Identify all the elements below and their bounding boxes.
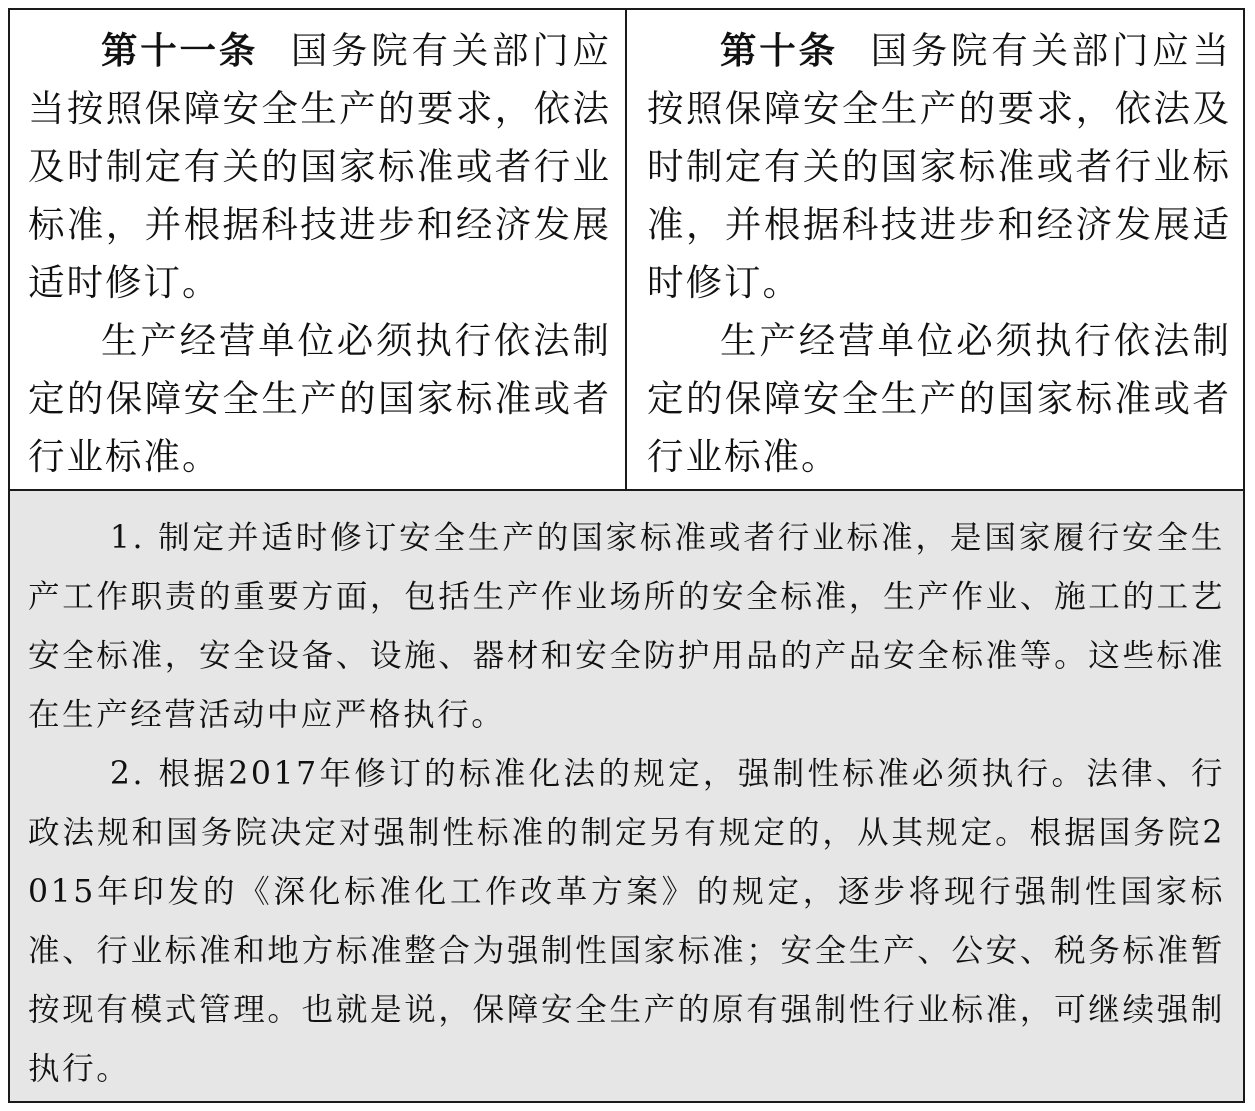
left-article-text-1: 国务院有关部门应当按照保障安全生产的要求，依法及时制定有关的国家标准或者行业标准，并根据科技进步和经济发展适时修订。	[28, 29, 612, 304]
right-article-paragraph-1	[647, 22, 1231, 312]
left-article-paragraph-1	[28, 22, 611, 312]
left-article-column	[10, 10, 627, 489]
commentary-notes	[10, 491, 1243, 1101]
left-article-paragraph-2: 生产经营单位必须执行依法制定的保障安全生产的国家标准或者行业标准。	[28, 319, 611, 478]
document-frame	[8, 8, 1245, 1103]
right-article-column	[627, 10, 1243, 489]
commentary-note-1: 1. 制定并适时修订安全生产的国家标准或者行业标准，是国家履行安全生产工作职责的重要方面，包括生产作业场所的安全标准，生产作业、施工的工艺安全标准，安全设备、设施、器材和安全防护用品的产品安全标准等。这些标准在生产经营活动中应严格执行。	[28, 520, 1225, 733]
left-article-title: 第十一条	[101, 29, 258, 72]
right-article-title: 第十条	[720, 29, 838, 72]
commentary-note-2: 2. 根据2017年修订的标准化法的规定，强制性标准必须执行。法律、行政法规和国务院决定对强制性标准的制定另有规定的，从其规定。根据国务院2015年印发的《深化标准化工作改革方案》的规定，逐步将现行强制性国家标准、行业标准和地方标准整合为强制性国家标准；安全生产、公安、税务标准暂按现有模式管理。也就是说，保障安全生产的原有强制性行业标准，可继续强制执行。	[28, 756, 1225, 1087]
right-article-text-1: 国务院有关部门应当按照保障安全生产的要求，依法及时制定有关的国家标准或者行业标准，并根据科技进步和经济发展适时修订。	[647, 29, 1232, 304]
right-article-paragraph-2: 生产经营单位必须执行依法制定的保障安全生产的国家标准或者行业标准。	[647, 319, 1231, 478]
article-comparison-table	[10, 10, 1243, 491]
